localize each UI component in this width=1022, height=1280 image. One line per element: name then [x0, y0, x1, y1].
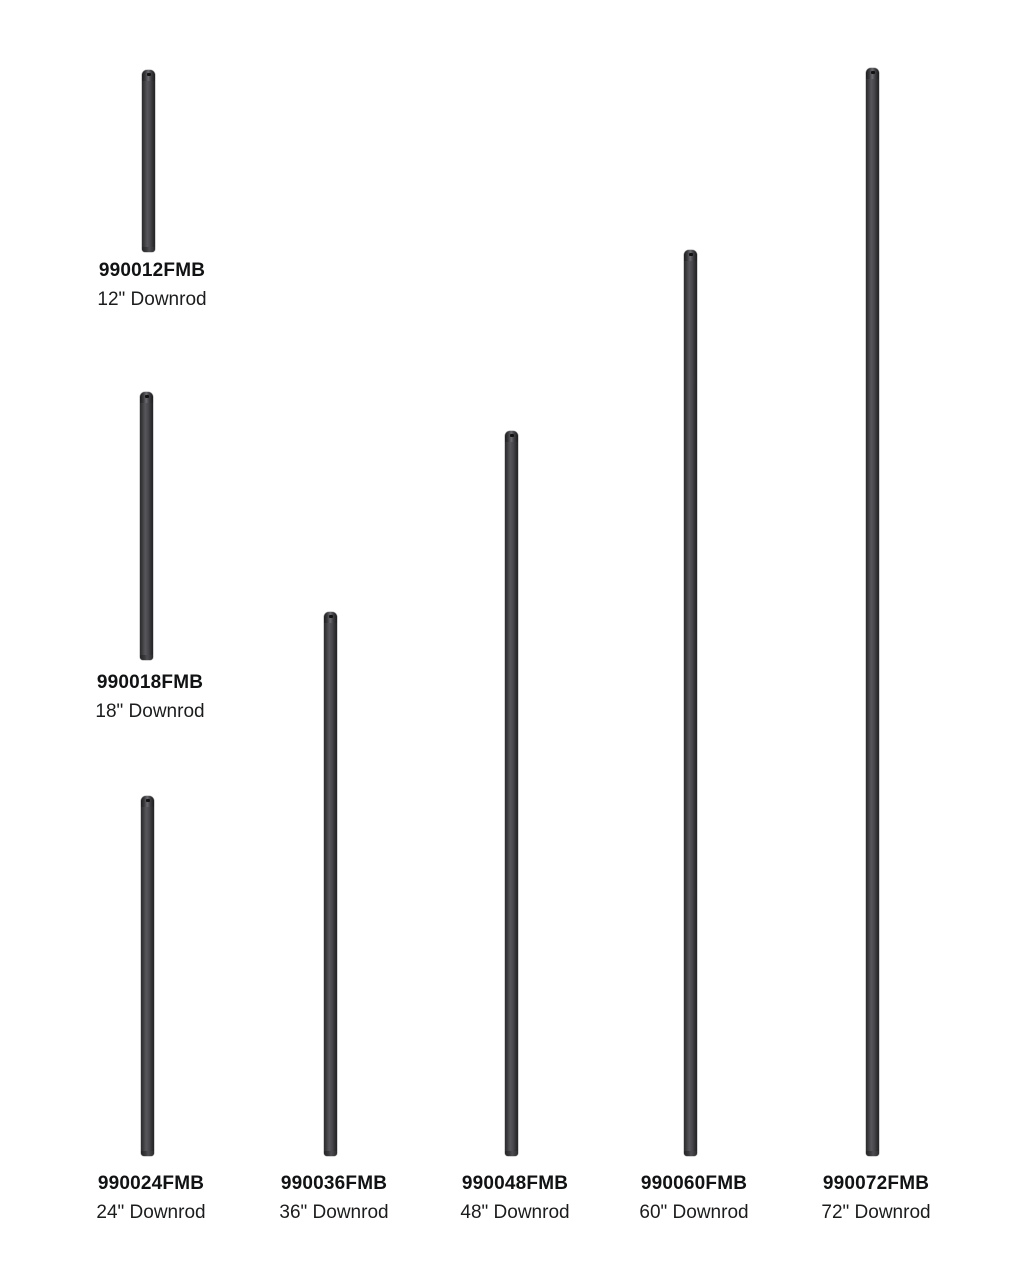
downrod-bottom-end-icon	[140, 655, 153, 660]
downrod-label	[234, 1171, 434, 1225]
downrod-graphic	[866, 68, 879, 1156]
downrod-label	[51, 1171, 251, 1225]
downrod-top-cap-icon	[684, 250, 697, 261]
downrod-label	[52, 258, 252, 312]
downrod-top-cap-icon	[505, 431, 518, 442]
downrod-description: 18" Downrod	[95, 700, 205, 722]
downrod-label	[415, 1171, 615, 1225]
downrod-sku: 990060FMB	[640, 1173, 748, 1194]
downrod-top-cap-icon	[324, 612, 337, 623]
downrod-top-cap-icon	[141, 796, 154, 807]
downrod-graphic	[140, 392, 153, 660]
downrod-label	[50, 670, 250, 724]
downrod-top-cap-icon	[140, 392, 153, 403]
downrod-graphic	[324, 612, 337, 1156]
downrod-label	[776, 1171, 976, 1225]
downrod-description: 72" Downrod	[821, 1201, 931, 1223]
downrod-sku: 990012FMB	[98, 260, 206, 281]
downrod-description: 60" Downrod	[639, 1201, 749, 1223]
downrod-bottom-end-icon	[684, 1151, 697, 1156]
downrod-description: 48" Downrod	[460, 1201, 570, 1223]
downrod-bottom-end-icon	[142, 247, 155, 252]
downrod-description: 12" Downrod	[97, 288, 207, 310]
downrod-cap-notch-icon	[510, 434, 514, 437]
downrod-sku: 990048FMB	[461, 1173, 569, 1194]
downrod-graphic	[684, 250, 697, 1156]
downrod-top-cap-icon	[866, 68, 879, 79]
downrod-bottom-end-icon	[505, 1151, 518, 1156]
downrod-cap-notch-icon	[329, 615, 333, 618]
downrod-sku: 990018FMB	[96, 672, 204, 693]
downrod-graphic	[505, 431, 518, 1156]
downrod-sku: 990024FMB	[97, 1173, 205, 1194]
downrod-sku: 990072FMB	[822, 1173, 930, 1194]
downrod-bottom-end-icon	[866, 1151, 879, 1156]
downrod-cap-notch-icon	[689, 253, 693, 256]
downrod-top-cap-icon	[142, 70, 155, 81]
downrod-label	[594, 1171, 794, 1225]
downrod-sku: 990036FMB	[280, 1173, 388, 1194]
downrod-graphic	[141, 796, 154, 1156]
downrod-cap-notch-icon	[146, 799, 150, 802]
downrod-bottom-end-icon	[141, 1151, 154, 1156]
downrod-bottom-end-icon	[324, 1151, 337, 1156]
downrod-cap-notch-icon	[871, 71, 875, 74]
downrod-cap-notch-icon	[145, 395, 149, 398]
downrod-description: 24" Downrod	[96, 1201, 206, 1223]
downrod-description: 36" Downrod	[279, 1201, 389, 1223]
downrod-cap-notch-icon	[147, 73, 151, 76]
downrod-graphic	[142, 70, 155, 252]
